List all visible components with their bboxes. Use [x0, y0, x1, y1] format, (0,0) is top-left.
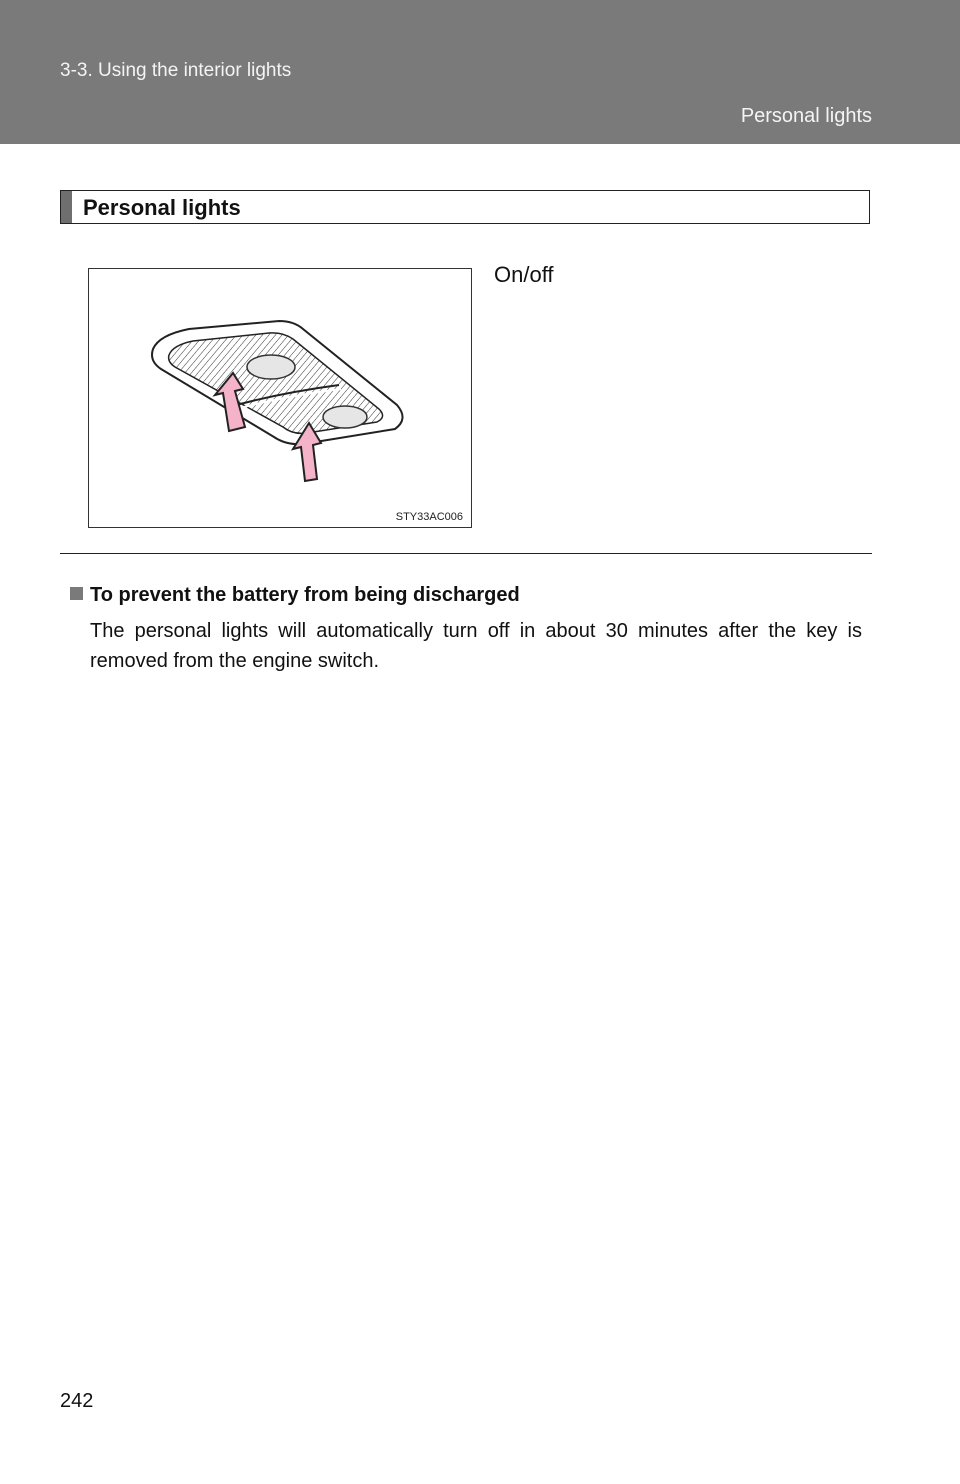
page-topic: Personal lights [740, 105, 872, 127]
figure-code: STY33AC006 [395, 511, 463, 523]
heading-bar [61, 191, 72, 223]
square-bullet-icon [70, 587, 83, 600]
note-body: The personal lights will automatically turn off in about 30 minutes after the key is removed from the engine switch. [90, 620, 862, 672]
left-switch [247, 355, 295, 379]
note-title-text: To prevent the battery from being discharged [90, 584, 520, 606]
note-title [70, 584, 520, 607]
right-switch [323, 406, 367, 428]
section-label: 3-3. Using the interior lights [60, 60, 292, 81]
section-title: Personal lights [83, 195, 241, 220]
personal-lights-illustration [88, 268, 472, 528]
page-number: 242 [60, 1390, 94, 1412]
on-off-callout: On/off [494, 262, 554, 287]
light-fixture-drawing [89, 269, 471, 527]
page-header [0, 0, 960, 144]
section-heading-box [60, 190, 870, 224]
section-divider [60, 553, 872, 554]
